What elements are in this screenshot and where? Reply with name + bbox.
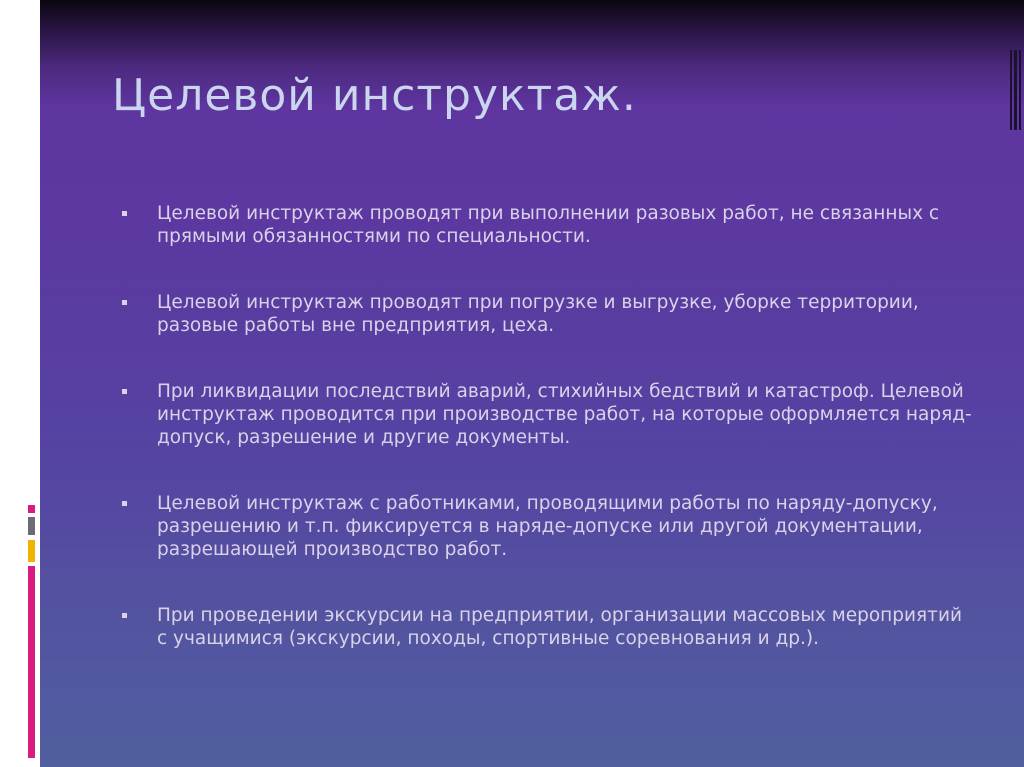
square-bullet-icon xyxy=(122,501,127,506)
bullet-text: Целевой инструктаж проводят при выполнении разовых работ, не связанных с прямыми обязанностями по специальности. xyxy=(157,203,940,247)
slide xyxy=(40,0,1024,767)
decor-bar xyxy=(1014,50,1017,130)
bullet-item xyxy=(118,604,978,650)
accent-bar-pink xyxy=(28,505,35,513)
accent-bar-pink-long xyxy=(28,566,35,758)
bullet-item xyxy=(118,202,978,248)
left-decor-strip xyxy=(0,0,40,767)
bullet-list xyxy=(118,202,978,650)
right-decor-bars xyxy=(1008,50,1024,130)
bullet-text: Целевой инструктаж проводят при погрузке и выгрузке, уборке территории, разовые работы вне предприятия, цеха. xyxy=(157,292,919,336)
bullet-text: При проведении экскурсии на предприятии, организации массовых мероприятий с учащимися (экскурсии, походы, спортивные соревнования и др.). xyxy=(157,605,962,649)
accent-bar-yellow xyxy=(28,540,35,562)
bullet-text: Целевой инструктаж с работниками, проводящими работы по наряду-допуску, разрешению и т.п. фиксируется в наряде-допуске или другой документации, разрешающей производство работ. xyxy=(157,493,938,560)
bullet-item xyxy=(118,291,978,337)
square-bullet-icon xyxy=(122,389,127,394)
square-bullet-icon xyxy=(122,613,127,618)
decor-bar xyxy=(1019,50,1021,130)
slide-title: Целевой инструктаж. xyxy=(112,70,637,121)
bullet-item xyxy=(118,492,978,561)
bullet-item xyxy=(118,380,978,449)
bullet-text: При ликвидации последствий аварий, стихийных бедствий и катастроф. Целевой инструктаж проводится при производстве работ, на которые оформляется наряд-допуск, разрешение и другие документы. xyxy=(157,381,972,448)
accent-bar-gray xyxy=(28,517,35,535)
square-bullet-icon xyxy=(122,211,127,216)
decor-bar xyxy=(1010,50,1012,130)
square-bullet-icon xyxy=(122,300,127,305)
